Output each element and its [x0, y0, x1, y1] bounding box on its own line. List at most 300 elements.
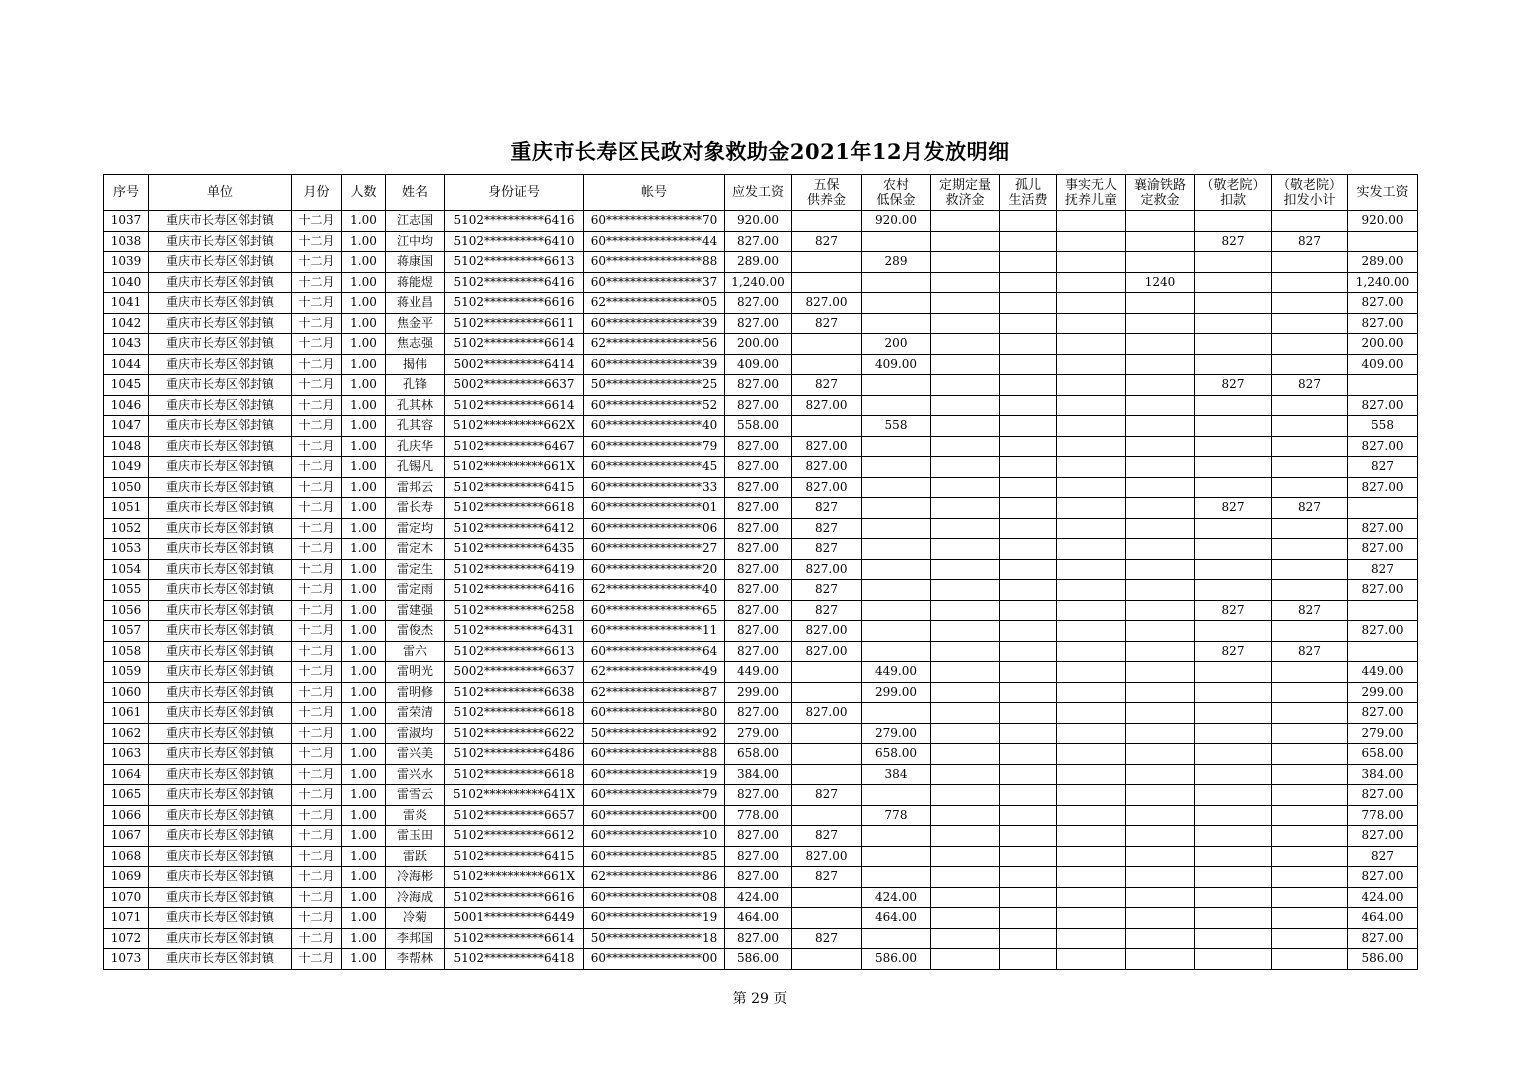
table-cell: 重庆市长寿区邻封镇 [149, 908, 292, 929]
table-cell [1272, 477, 1348, 498]
table-cell [1057, 518, 1126, 539]
table-cell: 1.00 [342, 334, 386, 355]
table-cell [792, 334, 862, 355]
table-cell: 重庆市长寿区邻封镇 [149, 334, 292, 355]
table-cell: 5102**********6612 [445, 826, 584, 847]
table-cell: 1067 [104, 826, 149, 847]
table-cell: 1.00 [342, 477, 386, 498]
table-cell: 827.00 [792, 559, 862, 580]
table-cell [1057, 621, 1126, 642]
table-cell: 1.00 [342, 764, 386, 785]
table-cell [862, 313, 931, 334]
column-header: 实发工资 [1348, 175, 1418, 211]
table-cell: 1.00 [342, 293, 386, 314]
table-cell [1195, 908, 1272, 929]
table-cell [1057, 908, 1126, 929]
table-cell: 409.00 [1348, 354, 1418, 375]
table-cell: 孔锋 [386, 375, 445, 396]
table-cell [931, 600, 1000, 621]
table-cell [862, 457, 931, 478]
table-cell: 5001**********6449 [445, 908, 584, 929]
table-cell [1000, 764, 1057, 785]
table-cell: 孔庆华 [386, 436, 445, 457]
table-cell [1272, 928, 1348, 949]
table-cell: 827.00 [792, 703, 862, 724]
table-cell: 十二月 [292, 723, 342, 744]
table-cell: 586.00 [1348, 949, 1418, 970]
table-cell [1000, 498, 1057, 519]
table-cell: 920.00 [1348, 211, 1418, 232]
table-cell [1000, 375, 1057, 396]
table-cell: 十二月 [292, 887, 342, 908]
table-cell [1272, 826, 1348, 847]
table-cell [1195, 682, 1272, 703]
table-cell [1272, 682, 1348, 703]
column-header: 事实无人 抚养儿童 [1057, 175, 1126, 211]
table-cell [1195, 272, 1272, 293]
table-cell: 1053 [104, 539, 149, 560]
table-cell [1272, 621, 1348, 642]
table-cell: 1.00 [342, 395, 386, 416]
table-cell: 1.00 [342, 662, 386, 683]
table-cell [931, 641, 1000, 662]
table-row [104, 518, 1418, 539]
table-cell: 827 [792, 313, 862, 334]
table-row [104, 313, 1418, 334]
table-cell [1272, 539, 1348, 560]
table-cell: 雷六 [386, 641, 445, 662]
table-cell: 60****************08 [584, 887, 725, 908]
table-cell: 62****************86 [584, 867, 725, 888]
table-cell [1126, 703, 1195, 724]
table-cell [862, 703, 931, 724]
table-row [104, 662, 1418, 683]
table-cell: 十二月 [292, 662, 342, 683]
table-cell: 5102**********6415 [445, 477, 584, 498]
table-cell: 重庆市长寿区邻封镇 [149, 928, 292, 949]
table-cell: 827.00 [725, 498, 792, 519]
table-cell [1272, 785, 1348, 806]
table-cell: 十二月 [292, 252, 342, 273]
table-cell [1000, 600, 1057, 621]
table-row [104, 395, 1418, 416]
table-cell [1126, 928, 1195, 949]
table-cell: 384.00 [1348, 764, 1418, 785]
table-row [104, 887, 1418, 908]
table-cell: 827 [1195, 375, 1272, 396]
table-cell: 827 [792, 518, 862, 539]
table-cell: 60****************39 [584, 313, 725, 334]
table-cell: 十二月 [292, 272, 342, 293]
table-cell: 5102**********6657 [445, 805, 584, 826]
table-cell [1000, 416, 1057, 437]
table-cell [1126, 457, 1195, 478]
table-cell [931, 846, 1000, 867]
table-cell: 重庆市长寿区邻封镇 [149, 723, 292, 744]
table-cell [1195, 416, 1272, 437]
table-cell: 重庆市长寿区邻封镇 [149, 744, 292, 765]
table-cell [1126, 477, 1195, 498]
table-cell: 1.00 [342, 908, 386, 929]
table-cell: 1.00 [342, 928, 386, 949]
column-header: 序号 [104, 175, 149, 211]
table-cell: 十二月 [292, 293, 342, 314]
table-cell: 827.00 [1348, 477, 1418, 498]
table-cell [862, 539, 931, 560]
table-cell [1057, 867, 1126, 888]
table-cell [1195, 867, 1272, 888]
table-cell [1126, 436, 1195, 457]
table-cell [1126, 846, 1195, 867]
table-cell: 827.00 [1348, 826, 1418, 847]
table-cell [931, 867, 1000, 888]
table-cell: 重庆市长寿区邻封镇 [149, 600, 292, 621]
table-cell: 5102**********661X [445, 457, 584, 478]
table-cell: 409.00 [862, 354, 931, 375]
table-cell [1000, 272, 1057, 293]
table-cell [931, 211, 1000, 232]
column-header: 帐号 [584, 175, 725, 211]
table-cell: 586.00 [862, 949, 931, 970]
table-cell [1272, 846, 1348, 867]
table-cell: 李帮林 [386, 949, 445, 970]
table-row [104, 785, 1418, 806]
table-cell: 5102**********6412 [445, 518, 584, 539]
table-cell [1057, 723, 1126, 744]
table-cell [1000, 354, 1057, 375]
table-cell: 1048 [104, 436, 149, 457]
table-cell [931, 252, 1000, 273]
table-cell [1272, 867, 1348, 888]
table-cell: 雷雪云 [386, 785, 445, 806]
table-cell: 重庆市长寿区邻封镇 [149, 457, 292, 478]
table-cell: 1040 [104, 272, 149, 293]
table-cell: 重庆市长寿区邻封镇 [149, 641, 292, 662]
table-cell: 827.00 [725, 231, 792, 252]
table-cell [1126, 416, 1195, 437]
table-cell: 十二月 [292, 785, 342, 806]
table-cell [1057, 744, 1126, 765]
table-cell [1195, 559, 1272, 580]
table-cell: 827 [1272, 600, 1348, 621]
table-cell [1272, 252, 1348, 273]
table-row [104, 354, 1418, 375]
table-cell: 冷海成 [386, 887, 445, 908]
table-cell: 十二月 [292, 313, 342, 334]
table-cell [792, 211, 862, 232]
table-cell [1348, 641, 1418, 662]
table-cell: 冷海彬 [386, 867, 445, 888]
table-cell [1126, 559, 1195, 580]
table-cell [931, 826, 1000, 847]
table-cell [1000, 559, 1057, 580]
table-cell [1057, 826, 1126, 847]
table-cell: 十二月 [292, 949, 342, 970]
table-cell [1126, 826, 1195, 847]
table-cell [1126, 375, 1195, 396]
table-cell [1126, 211, 1195, 232]
table-cell: 十二月 [292, 805, 342, 826]
table-cell [931, 416, 1000, 437]
column-header: （敬老院） 扣发小计 [1272, 175, 1348, 211]
table-cell: 50****************25 [584, 375, 725, 396]
table-cell: 雷定均 [386, 518, 445, 539]
table-cell: 586.00 [725, 949, 792, 970]
table-cell: 827 [1272, 375, 1348, 396]
table-cell: 299.00 [1348, 682, 1418, 703]
table-cell [1000, 621, 1057, 642]
table-cell: 雷玉田 [386, 826, 445, 847]
table-cell: 雷荣清 [386, 703, 445, 724]
table-cell [792, 662, 862, 683]
table-cell [1272, 580, 1348, 601]
table-cell [1126, 580, 1195, 601]
table-cell: 60****************44 [584, 231, 725, 252]
table-row [104, 477, 1418, 498]
table-cell [931, 621, 1000, 642]
table-cell: 1.00 [342, 559, 386, 580]
table-cell: 827.00 [1348, 928, 1418, 949]
table-cell [792, 744, 862, 765]
table-cell [1000, 211, 1057, 232]
table-row [104, 949, 1418, 970]
table-cell: 重庆市长寿区邻封镇 [149, 354, 292, 375]
table-cell: 5102**********6611 [445, 313, 584, 334]
column-header: 人数 [342, 175, 386, 211]
table-cell: 5102**********6435 [445, 539, 584, 560]
table-cell [1272, 354, 1348, 375]
table-cell: 449.00 [1348, 662, 1418, 683]
table-cell: 1072 [104, 928, 149, 949]
table-cell: 雷定木 [386, 539, 445, 560]
table-cell: 重庆市长寿区邻封镇 [149, 436, 292, 457]
table-cell: 827 [1348, 457, 1418, 478]
table-cell [931, 293, 1000, 314]
table-cell: 60****************64 [584, 641, 725, 662]
table-cell: 5102**********6415 [445, 846, 584, 867]
table-cell: 重庆市长寿区邻封镇 [149, 539, 292, 560]
table-cell: 60****************01 [584, 498, 725, 519]
table-cell: 464.00 [1348, 908, 1418, 929]
table-cell: 827.00 [725, 641, 792, 662]
table-row [104, 764, 1418, 785]
table-cell: 1049 [104, 457, 149, 478]
table-cell: 827 [1195, 231, 1272, 252]
table-cell [1272, 887, 1348, 908]
table-cell [931, 805, 1000, 826]
table-cell: 60****************88 [584, 744, 725, 765]
table-cell: 重庆市长寿区邻封镇 [149, 272, 292, 293]
table-cell [931, 662, 1000, 683]
table-cell [1195, 805, 1272, 826]
table-cell [1195, 785, 1272, 806]
table-cell [931, 313, 1000, 334]
table-row [104, 580, 1418, 601]
table-cell: 827.00 [1348, 518, 1418, 539]
table-header-row [104, 175, 1418, 211]
table-cell [1000, 641, 1057, 662]
table-cell: 424.00 [862, 887, 931, 908]
table-cell [931, 887, 1000, 908]
table-cell [1057, 252, 1126, 273]
table-cell [931, 744, 1000, 765]
table-cell: 827.00 [1348, 621, 1418, 642]
table-cell: 279.00 [725, 723, 792, 744]
table-row [104, 600, 1418, 621]
table-cell: 778 [862, 805, 931, 826]
table-cell [1057, 682, 1126, 703]
table-cell: 1.00 [342, 498, 386, 519]
table-cell: 重庆市长寿区邻封镇 [149, 682, 292, 703]
table-cell: 1.00 [342, 867, 386, 888]
table-cell: 827.00 [1348, 867, 1418, 888]
table-cell: 827.00 [1348, 539, 1418, 560]
table-cell [862, 600, 931, 621]
table-cell [1057, 580, 1126, 601]
table-row [104, 928, 1418, 949]
table-cell [1272, 744, 1348, 765]
table-cell: 孔其林 [386, 395, 445, 416]
payment-table [103, 174, 1418, 970]
table-cell: 60****************27 [584, 539, 725, 560]
table-cell: 十二月 [292, 211, 342, 232]
table-cell: 雷兴水 [386, 764, 445, 785]
table-cell [1000, 518, 1057, 539]
table-cell [1195, 457, 1272, 478]
table-cell: 十二月 [292, 744, 342, 765]
table-cell: 十二月 [292, 334, 342, 355]
table-cell [931, 559, 1000, 580]
table-cell: 重庆市长寿区邻封镇 [149, 559, 292, 580]
table-cell [931, 703, 1000, 724]
table-cell [1057, 846, 1126, 867]
table-cell: 658.00 [725, 744, 792, 765]
table-cell: 60****************45 [584, 457, 725, 478]
table-cell [1000, 436, 1057, 457]
table-cell: 827.00 [1348, 703, 1418, 724]
table-cell: 重庆市长寿区邻封镇 [149, 313, 292, 334]
table-cell: 重庆市长寿区邻封镇 [149, 805, 292, 826]
table-cell [1000, 662, 1057, 683]
table-cell: 827.00 [792, 436, 862, 457]
table-cell: 1.00 [342, 949, 386, 970]
table-cell [931, 723, 1000, 744]
column-header: 孤儿 生活费 [1000, 175, 1057, 211]
table-cell [931, 272, 1000, 293]
table-cell: 289 [862, 252, 931, 273]
table-cell [1126, 539, 1195, 560]
table-cell [1000, 723, 1057, 744]
table-cell [931, 436, 1000, 457]
table-cell [1195, 354, 1272, 375]
table-cell [792, 252, 862, 273]
table-cell: 5102**********6416 [445, 211, 584, 232]
table-cell: 827.00 [725, 436, 792, 457]
table-cell [1126, 293, 1195, 314]
table-cell: 十二月 [292, 580, 342, 601]
table-cell: 658.00 [1348, 744, 1418, 765]
table-cell: 60****************20 [584, 559, 725, 580]
table-cell [1000, 744, 1057, 765]
table-cell: 827 [1195, 498, 1272, 519]
table-cell: 十二月 [292, 395, 342, 416]
table-cell [1057, 600, 1126, 621]
table-cell: 1.00 [342, 518, 386, 539]
table-cell [931, 498, 1000, 519]
table-cell [1195, 703, 1272, 724]
table-cell: 1069 [104, 867, 149, 888]
table-cell [1126, 354, 1195, 375]
table-cell: 5102**********6486 [445, 744, 584, 765]
table-cell: 464.00 [862, 908, 931, 929]
table-cell [1057, 457, 1126, 478]
table-cell [1126, 785, 1195, 806]
table-cell [1126, 764, 1195, 785]
table-cell: 1042 [104, 313, 149, 334]
table-cell: 1.00 [342, 231, 386, 252]
table-cell: 孔其容 [386, 416, 445, 437]
table-cell [931, 395, 1000, 416]
table-cell [1348, 231, 1418, 252]
table-cell [931, 928, 1000, 949]
table-cell: 5002**********6414 [445, 354, 584, 375]
table-cell [931, 949, 1000, 970]
table-cell: 1240 [1126, 272, 1195, 293]
table-row [104, 293, 1418, 314]
table-cell [1126, 908, 1195, 929]
table-cell [1195, 846, 1272, 867]
table-cell: 1.00 [342, 272, 386, 293]
table-cell: 827.00 [725, 559, 792, 580]
column-header: 姓名 [386, 175, 445, 211]
column-header: 定期定量 救济金 [931, 175, 1000, 211]
table-cell: 1.00 [342, 600, 386, 621]
table-cell: 1044 [104, 354, 149, 375]
table-cell [1057, 313, 1126, 334]
table-cell [931, 457, 1000, 478]
table-cell: 827 [792, 826, 862, 847]
table-cell: 1045 [104, 375, 149, 396]
table-cell: 827 [1272, 641, 1348, 662]
table-cell [1195, 211, 1272, 232]
table-cell: 289.00 [725, 252, 792, 273]
table-cell [1126, 313, 1195, 334]
table-cell: 1.00 [342, 887, 386, 908]
table-cell: 60****************00 [584, 949, 725, 970]
table-cell [862, 580, 931, 601]
table-cell [1126, 949, 1195, 970]
table-cell: 60****************40 [584, 416, 725, 437]
table-cell [1126, 395, 1195, 416]
table-cell [862, 641, 931, 662]
table-cell [1057, 498, 1126, 519]
table-cell: 60****************85 [584, 846, 725, 867]
table-row [104, 375, 1418, 396]
table-cell: 1068 [104, 846, 149, 867]
table-cell: 279.00 [862, 723, 931, 744]
table-cell [792, 416, 862, 437]
table-cell: 十二月 [292, 231, 342, 252]
table-cell: 重庆市长寿区邻封镇 [149, 826, 292, 847]
table-cell: 558.00 [725, 416, 792, 437]
table-cell: 十二月 [292, 600, 342, 621]
table-cell: 十二月 [292, 559, 342, 580]
table-cell: 雷定生 [386, 559, 445, 580]
table-cell: 1041 [104, 293, 149, 314]
table-cell [931, 785, 1000, 806]
table-cell: 1.00 [342, 580, 386, 601]
table-cell: 雷明光 [386, 662, 445, 683]
